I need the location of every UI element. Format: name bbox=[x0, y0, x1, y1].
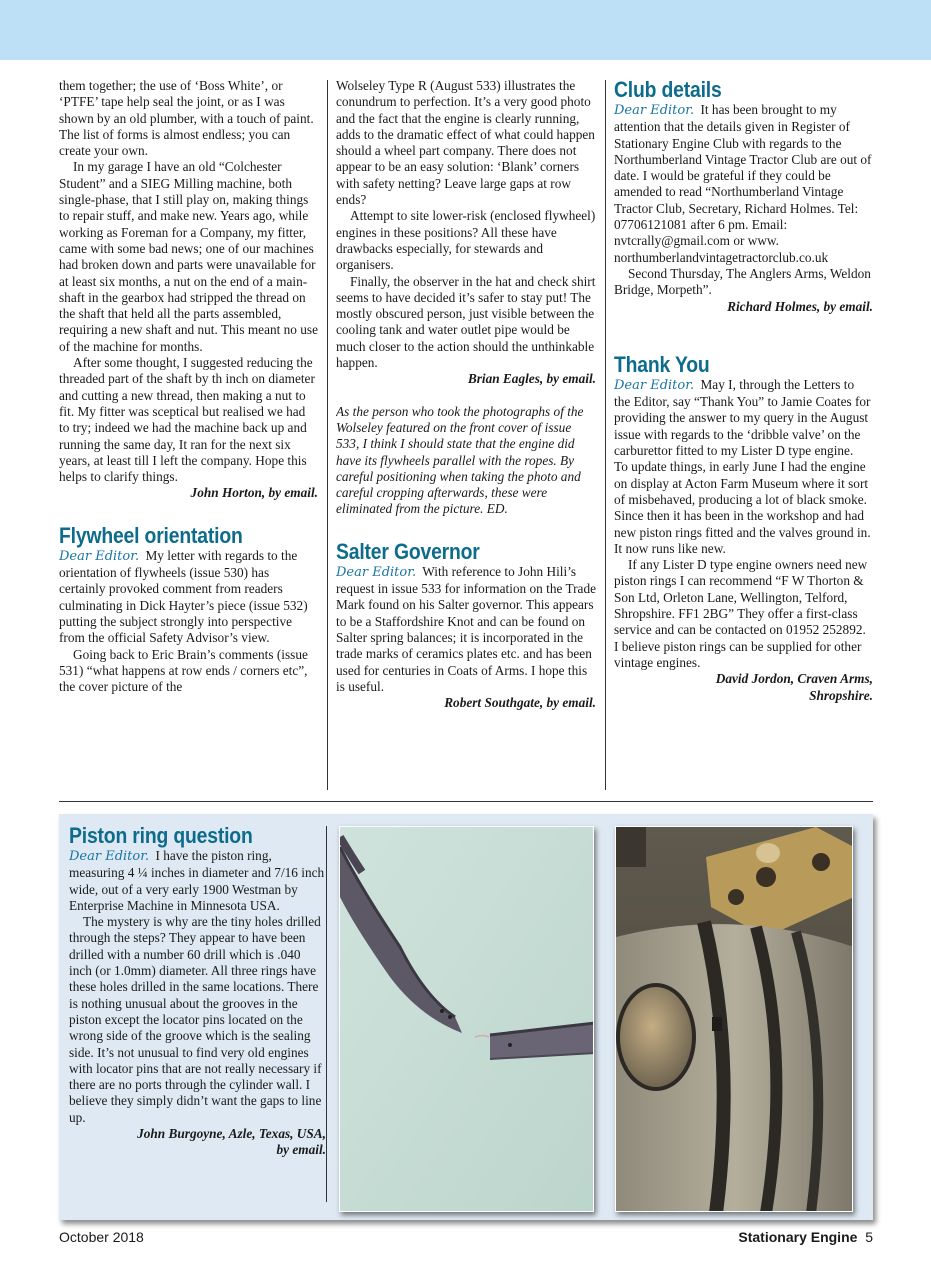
dear-editor-salutation: Dear Editor. bbox=[336, 564, 417, 580]
column-3 bbox=[614, 78, 873, 790]
body-paragraph: Attempt to site lower-risk (enclosed flywheel) engines in these positions? All these have drawbacks especially, for stewards and organisers. bbox=[336, 208, 596, 273]
body-paragraph: After some thought, I suggested reducing the threaded part of the shaft by th inch on diameter and cutting a new thread, then making a nut to fit. My fitter was sceptical but realised we had to try; indeed we had the machine back up and running the same day, It ran for the next six years, at least till I left the company. Hope this helps to clarify things. bbox=[59, 355, 315, 485]
photo-piston-ring-pieces bbox=[339, 826, 594, 1212]
section-heading-flywheel-orientation: Flywheel orientation bbox=[59, 522, 243, 548]
letter-signature: John Burgoyne, Azle, Texas, USA, bbox=[137, 1126, 326, 1142]
page-number: 5 bbox=[865, 1229, 873, 1245]
body-text: It has been brought to my attention that the details given in Register of Stationary Engine Club with regards to the Northumberland Vintage Tractor Club are out of date. I would be grateful if they could be amended to read “Northumberland Vintage Tractor Club, Secretary, Richard Holmes. Tel: 07706121081 after 6 pm. Email: nvtcrally@gmail.com or www. northumberlandvintagetractorclub.co.uk bbox=[614, 102, 872, 265]
body-text: I have the piston ring, measuring 4 ¼ inches in diameter and 7/16 inch wide, out of a very early 1900 Westman by Enterprise Machine in Minnesota USA. bbox=[69, 848, 325, 913]
letter-continuation-paragraph: them together; the use of ‘Boss White’, or ‘PTFE’ tape help seal the joint, or as I was shown by an old plumber, with a touch of paint. The list of forms is almost endless; you can create your own. bbox=[59, 78, 314, 159]
piston-ring-photo-illustration bbox=[340, 827, 594, 1212]
section-divider bbox=[59, 801, 873, 802]
letter-signature: Brian Eagles, by email. bbox=[467, 371, 596, 387]
section-heading-salter-governor: Salter Governor bbox=[336, 538, 480, 564]
letter-signature: Robert Southgate, by email. bbox=[444, 695, 596, 711]
section-heading-piston-ring-question: Piston ring question bbox=[69, 824, 253, 848]
piston-ring-letter bbox=[69, 824, 326, 1214]
piston-ring-feature-panel bbox=[59, 814, 873, 1220]
dear-editor-salutation: Dear Editor. bbox=[59, 548, 140, 564]
dear-editor-salutation: Dear Editor. bbox=[614, 103, 695, 118]
photo-piston-grooves bbox=[615, 826, 853, 1212]
body-paragraph: Wolseley Type R (August 533) illustrates the conundrum to perfection. It’s a very good photo and the fact that the engine is clearly running, adds to the dramatic effect of what could happen should a wheel part company. There does not appear to be an easy solution: ‘Blank’ corners with safety netting? Leave large gaps at row ends? bbox=[336, 78, 595, 208]
column-divider bbox=[327, 80, 328, 790]
column-divider bbox=[605, 80, 606, 790]
panel-divider bbox=[326, 826, 327, 1202]
section-heading-thank-you: Thank You bbox=[614, 351, 710, 377]
column-2 bbox=[336, 78, 596, 790]
top-color-band bbox=[0, 0, 931, 60]
magazine-title: Stationary Engine bbox=[738, 1229, 858, 1245]
body-text: May I, through the Letters to the Editor, say “Thank You” to Jamie Coates for providing the answer to my query in the August issue with regards to the ‘dribble valve’ on the carburettor fitted to my Lister D type engine. bbox=[614, 376, 871, 459]
dear-editor-salutation: Dear Editor. bbox=[614, 377, 695, 393]
letter-signature: David Jordon, Craven Arms, bbox=[715, 671, 873, 687]
footer-date: October 2018 bbox=[59, 1229, 144, 1245]
editor-note: As the person who took the photographs of the Wolseley featured on the front cover of issue 533, I think I should state that the engine did have its flywheels parallel with the ropes. By careful positioning when taking the photo and careful cropping afterwards, these were eliminated from the picture. ED. bbox=[336, 403, 584, 517]
column-1 bbox=[59, 78, 318, 790]
footer-magazine-page bbox=[738, 1229, 873, 1245]
body-text: With reference to John Hili’s request in issue 533 for information on the Trade Mark found on his Salter governor. This appears to be a Staffordshire Knot and can be found on Salter spring balances; it is incorporated in the trade marks of ceramics plates etc. and has been used for centuries in Coats of Arms. I hope this is useful. bbox=[336, 563, 596, 694]
body-paragraph: In my garage I have an old “Colchester Student” and a SIEG Milling machine, both single-phase, that I still play on, making things to repair stuff, and make new. Years ago, while working as Foreman for a Company, my fitter, came with some bad news; one of our machines had broken down and parts were unavailable for at least six months, a nut on the end of a main-shaft in the gearbox had stripped the thread on the shaft that held all the parts assembled, requiring a new shaft and nut. This meant no use of the machine for months. bbox=[59, 159, 318, 354]
body-text: My letter with regards to the orientation of flywheels (issue 530) has certainly provoked comment from readers culminating in Dick Hayter’s piece (issue 532) putting the subject strongly into perspective from the official Safety Advisor’s view. bbox=[59, 547, 308, 646]
letter-signature-location: Shropshire. bbox=[809, 687, 873, 703]
body-paragraph: Second Thursday, The Anglers Arms, Weldon Bridge, Morpeth”. bbox=[614, 265, 871, 298]
body-paragraph: To update things, in early June I had the engine on display at Acton Farm Museum where it sort of misbehaved, producing a lot of black smoke. Since then it has been in the workshop and had new piston rings fitted and the valves ground in. It now runs like new. bbox=[614, 459, 871, 556]
letter-signature: John Horton, by email. bbox=[190, 485, 318, 501]
body-paragraph: The mystery is why are the tiny holes drilled through the steps? They appear to have been drilled with a number 60 drill which is .040 inch (or 1.0mm) diameter. All three rings have these holes drilled in the same locations. There is nothing unusual about the grooves in the piston except the locator pins located on the wrong side of the groove which is the sealing side. It’s not unusual to find very old engines with locator pins that are not really necessary if there are no ports through the cylinder wall. I believe they simply didn’t want the gaps to line up. bbox=[69, 914, 322, 1125]
body-paragraph: If any Lister D type engine owners need new piston rings I can recommend “F W Thorton & Son Ltd, Orleton Lane, Wellington, Telford, Shropshire. FF1 2BG” They offer a first-class service and can be contacted on 01952 252892. I believe piston rings can be supplied for other vintage engines. bbox=[614, 557, 868, 670]
dear-editor-salutation: Dear Editor. bbox=[69, 849, 150, 864]
letter-signature-suffix: by email. bbox=[276, 1142, 326, 1158]
body-paragraph: Finally, the observer in the hat and check shirt seems to have decided it’s safer to stay put! The mostly obscured person, just visible between the cooling tank and water outlet pipe would be much closer to the action should the unthinkable happen. bbox=[336, 273, 596, 371]
body-paragraph: Going back to Eric Brain’s comments (issue 531) “what happens at row ends / corners etc”, the cover picture of the bbox=[59, 646, 308, 695]
letter-signature: Richard Holmes, by email. bbox=[727, 298, 873, 314]
piston-photo-illustration bbox=[616, 827, 853, 1212]
section-heading-club-details: Club details bbox=[614, 78, 722, 102]
